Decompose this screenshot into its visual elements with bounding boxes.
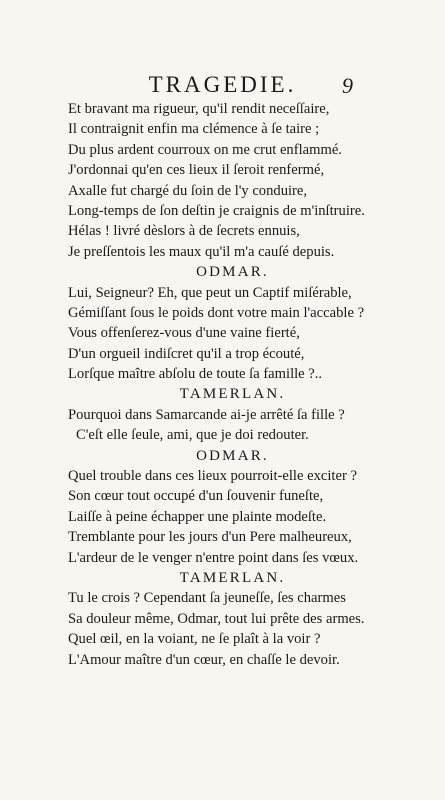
verse-line: Quel trouble dans ces lieux pourroit-elle exciter ?	[68, 468, 357, 485]
verse-line: Et bravant ma rigueur, qu'il rendit neceſſaire,	[68, 101, 330, 117]
verse-line: Lorſque maître abſolu de toute ſa famille ?..	[68, 366, 323, 383]
verse-line: Laiſſe à peine échapper une plainte modeſte.	[68, 508, 327, 525]
verse-line: L'ardeur de le venger n'entre point dans ſes vœux.	[68, 549, 359, 566]
verse-line: Sa douleur même, Odmar, tout lui prête des armes.	[68, 610, 365, 627]
verse-line: J'ordonnai qu'en ces lieux il ſeroit renfermé,	[68, 162, 325, 179]
verse-line: C'eſt elle ſeule, ami, que je doi redouter.	[76, 427, 309, 444]
verse-line: Tremblante pour les jours d'un Pere malheureux,	[68, 529, 352, 546]
verse-text-block	[0, 99, 445, 670]
page-number: 9	[342, 73, 353, 98]
speaker-name: TAMERLAN.	[179, 386, 286, 403]
verse-line: Tu le crois ? Cependant ſa jeuneſſe, ſes charmes	[68, 590, 346, 607]
verse-line: Je preſſentois les maux qu'il m'a cauſé depuis.	[68, 243, 335, 260]
verse-line: Hélas ! livré dèslors à de ſecrets ennuis,	[68, 223, 300, 240]
verse-line: Gémiſſant ſous le poids dont votre main l'accable ?	[68, 304, 365, 321]
verse-line: Du plus ardent courroux on me crut enflammé.	[68, 141, 342, 158]
verse-line: Vous offenſerez-vous d'une vaine fierté,	[68, 325, 300, 342]
speaker-name: ODMAR.	[196, 264, 269, 281]
speaker-name: ODMAR.	[196, 447, 269, 464]
running-title: TRAGEDIE.	[148, 72, 297, 97]
verse-line: D'un orgueil indiſcret qu'il a trop écouté,	[68, 345, 305, 362]
verse-line: Lui, Seigneur? Eh, que peut un Captif miſérable,	[68, 284, 352, 301]
verse-line: Il contraignit enfin ma clémence à ſe taire ;	[68, 121, 320, 138]
verse-line: L'Amour maître d'un cœur, en chaſſe le devoir.	[68, 651, 340, 668]
verse-line: Pourquoi dans Samarcande ai-je arrêté ſa fille ?	[68, 406, 345, 423]
verse-line: Axalle fut chargé du ſoin de l'y conduire,	[68, 182, 308, 199]
verse-line: Son cœur tout occupé d'un ſouvenir funeſte,	[68, 488, 324, 505]
speaker-name: TAMERLAN.	[179, 569, 286, 586]
verse-line: Quel œil, en la voiant, ne ſe plaît à la voir ?	[68, 631, 321, 648]
verse-line: Long-temps de ſon deſtin je craignis de m'inſtruire.	[68, 202, 365, 219]
